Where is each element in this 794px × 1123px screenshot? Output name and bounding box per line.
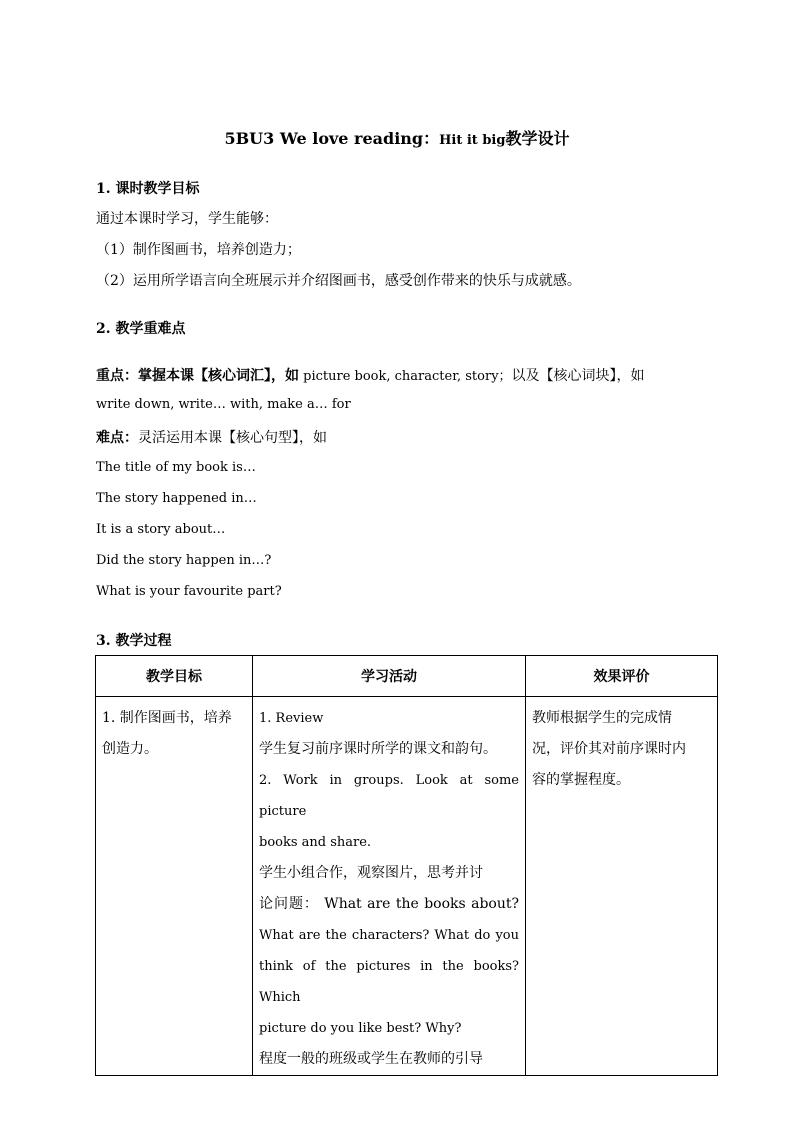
difficult-points-line: [96, 427, 327, 447]
table-header-row: [96, 656, 718, 697]
activity-line: 学生小组合作，观察图片，思考并讨: [259, 865, 483, 881]
header-evaluation: 效果评价: [526, 656, 718, 697]
activity-cell: [253, 697, 526, 1076]
goal-2: （2）运用所学语言向全班展示并介绍图画书，感受创作带来的快乐与成就感。: [96, 273, 581, 289]
activity-line: 论问题： What are the books about?: [259, 896, 519, 912]
evaluation-line: 教师根据学生的完成情: [532, 710, 672, 726]
header-goal: 教学目标: [96, 656, 253, 697]
table-row: [96, 697, 718, 1076]
title-main: 5BU3 We love reading：: [224, 129, 440, 148]
goal-line: 创造力。: [102, 741, 158, 757]
activity-line: 2. Work in groups. Look at some picture: [259, 773, 519, 819]
key-chunks: write down, write… with, make a… for: [96, 397, 351, 412]
section3-heading: 3. 教学过程: [96, 633, 172, 649]
sentence-1: The title of my book is…: [96, 460, 256, 475]
key-points-label: 重点：掌握本课【核心词汇】，如: [96, 368, 299, 384]
title-suffix: 教学设计: [505, 129, 570, 148]
key-points-mid: 以及【核心词块】，如: [511, 368, 645, 384]
section1-heading: 1. 课时教学目标: [96, 181, 200, 197]
evaluation-cell: [526, 697, 718, 1076]
goal-line: 1. 制作图画书，培养: [102, 710, 232, 726]
activity-line: What are the characters? What do you: [259, 928, 519, 943]
evaluation-line: 容的掌握程度。: [532, 772, 630, 788]
activity-line: 学生复习前序课时所学的课文和韵句。: [259, 741, 497, 757]
activity-line: books and share.: [259, 835, 372, 850]
section2-heading: 2. 教学重难点: [96, 321, 186, 337]
teaching-process-table: [95, 655, 718, 1076]
key-words: picture book, character, story；: [299, 369, 512, 384]
evaluation-line: 况，评价其对前序课时内: [532, 741, 686, 757]
document-title: [0, 126, 794, 149]
sentence-2: The story happened in…: [96, 491, 257, 506]
activity-line: think of the pictures in the books? Which: [259, 959, 519, 1005]
section1-intro: 通过本课时学习，学生能够：: [96, 211, 278, 227]
activity-line: picture do you like best? Why?: [259, 1021, 462, 1036]
key-points-line: [96, 365, 645, 385]
goal-cell: [96, 697, 253, 1076]
difficult-label: 难点：: [96, 430, 138, 446]
goal-1: （1）制作图画书，培养创造力；: [96, 242, 301, 258]
activity-line: 程度一般的班级或学生在教师的引导: [259, 1051, 483, 1067]
sentence-4: Did the story happen in…?: [96, 553, 272, 568]
sentence-3: It is a story about…: [96, 522, 226, 537]
title-sub: Hit it big: [439, 133, 506, 148]
difficult-text: 灵活运用本课【核心句型】，如: [138, 430, 327, 446]
header-activity: 学习活动: [253, 656, 526, 697]
sentence-5: What is your favourite part?: [96, 584, 282, 599]
activity-line: 1. Review: [259, 711, 324, 726]
